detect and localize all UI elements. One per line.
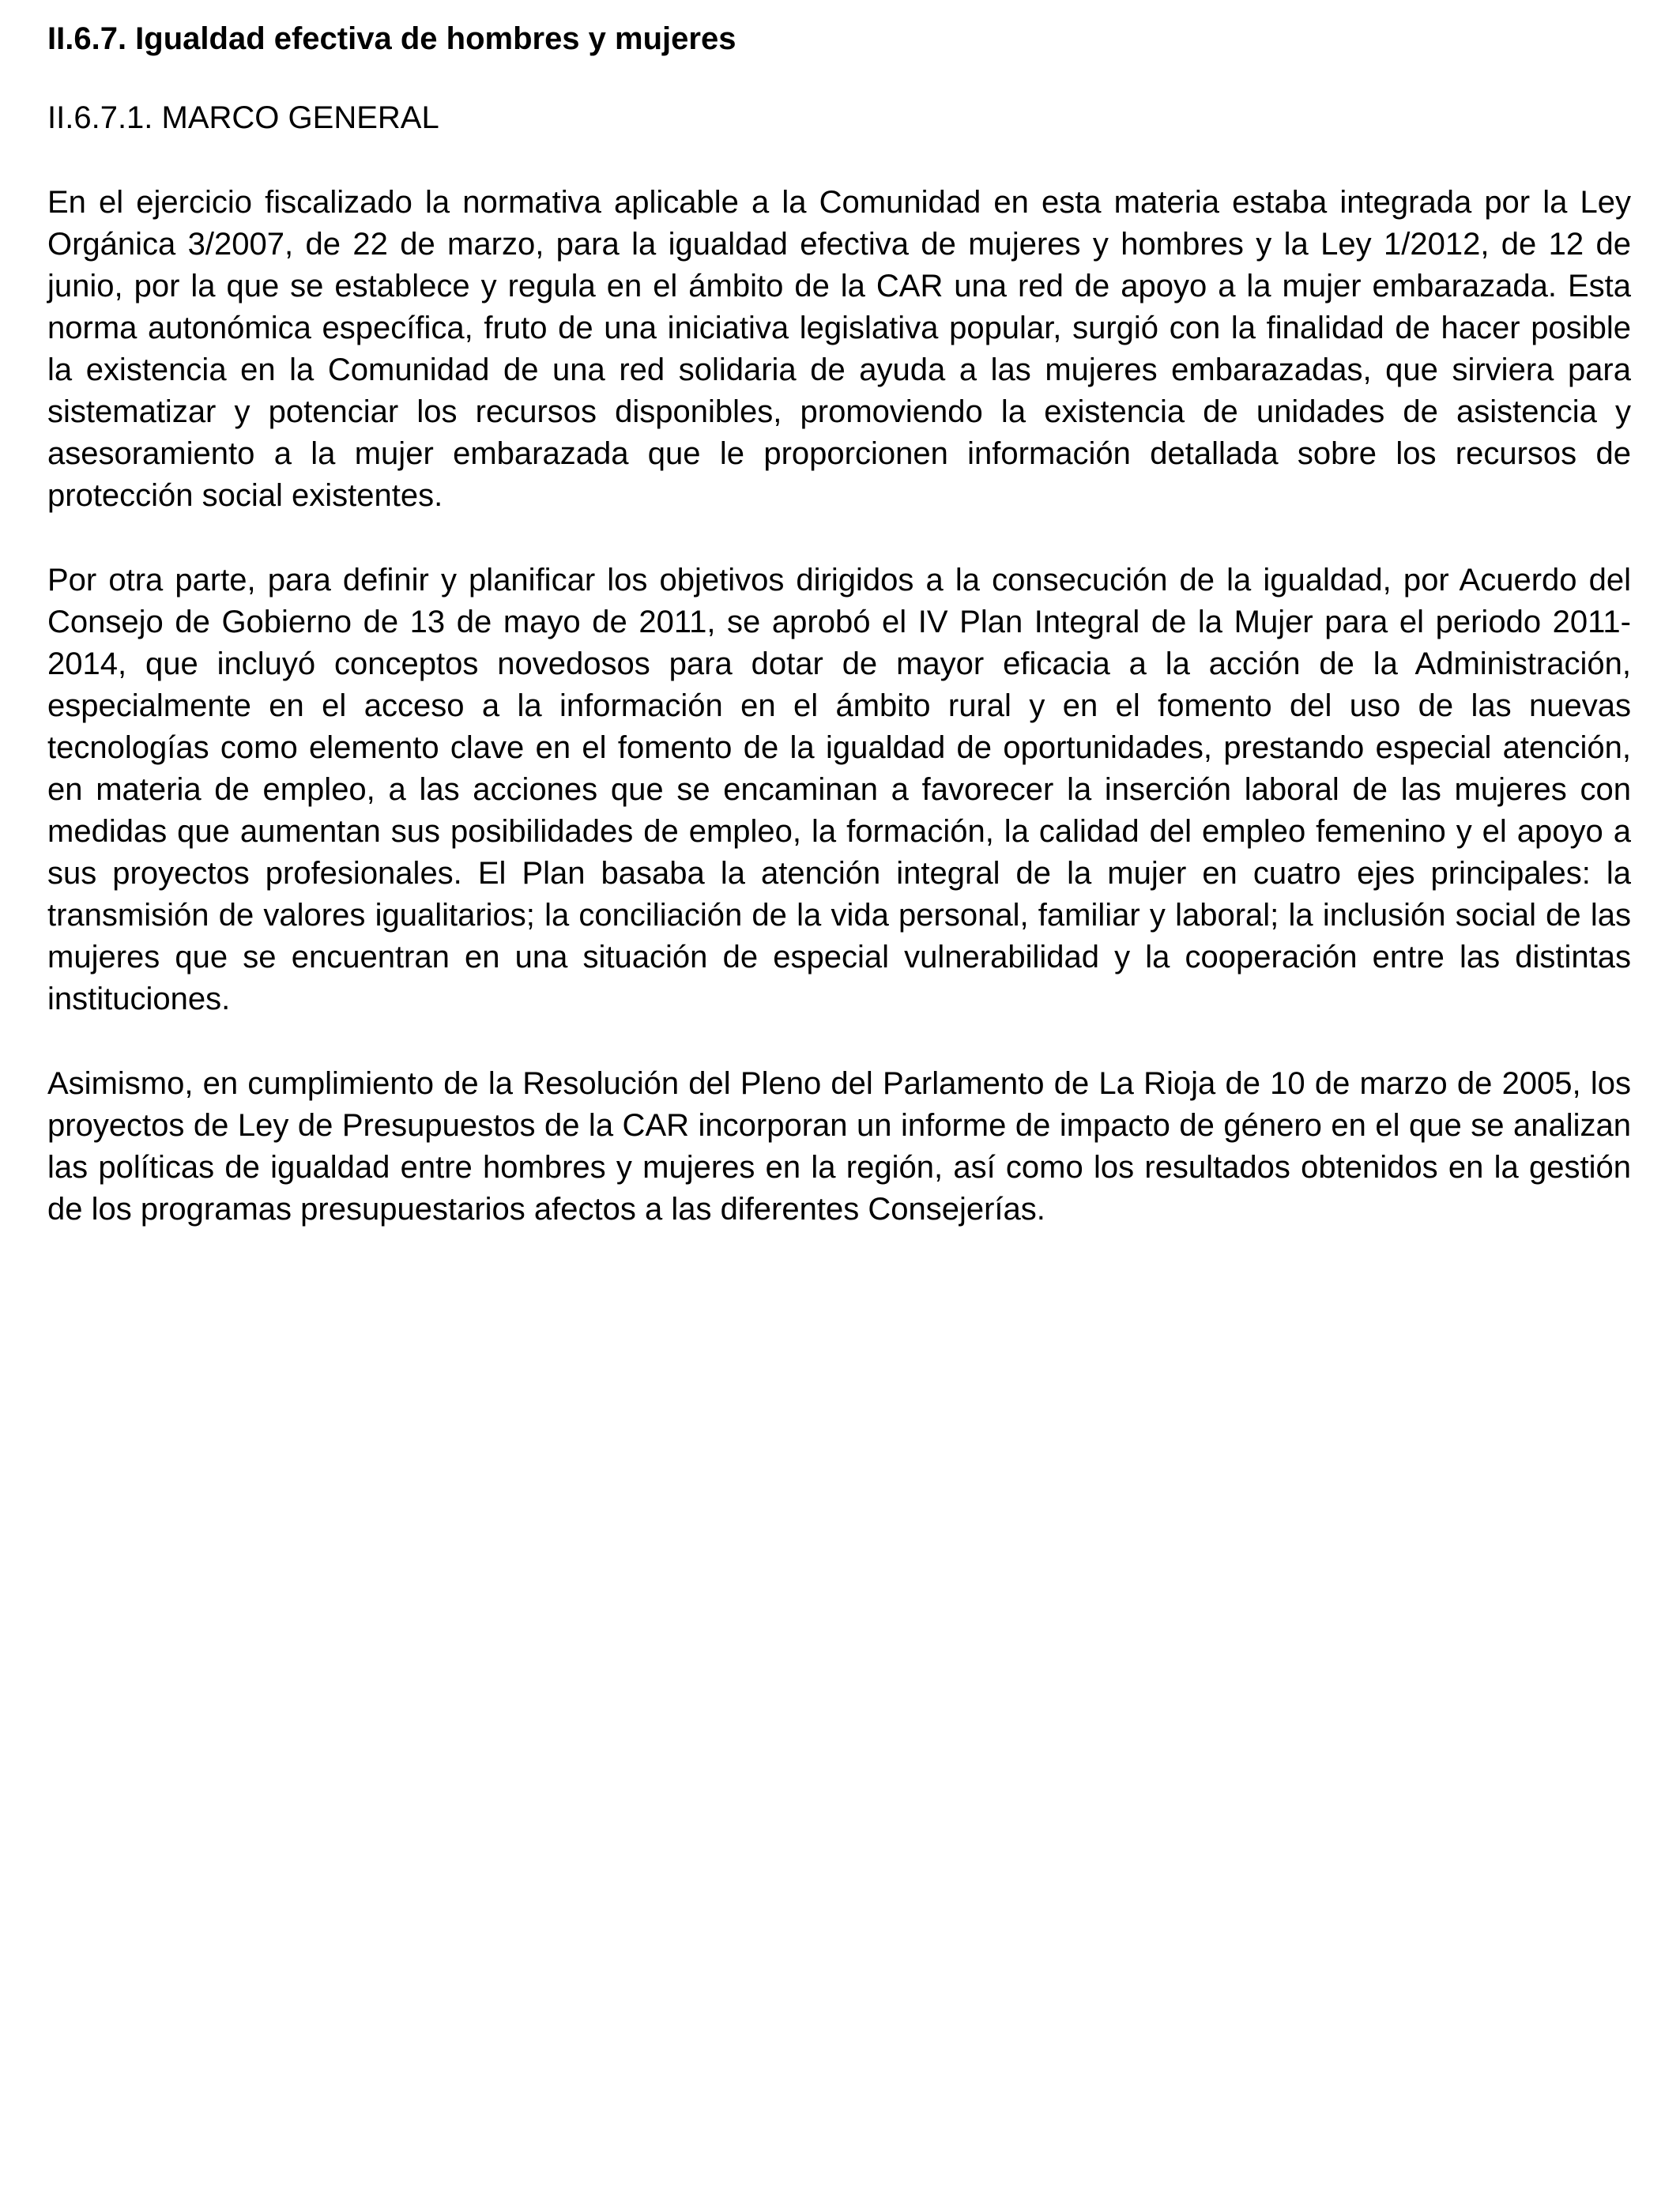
document-page (47, 17, 1631, 1231)
paragraph-1: En el ejercicio fiscalizado la normativa aplicable a la Comunidad en esta materia estaba integrada por la Ley Orgánica 3/2007, de 22 de marzo, para la igualdad efectiva de mujeres y hombres y la Ley 1/2012, de 12 de junio, por la que se establece y regula en el ámbito de la CAR una red de apoyo a la mujer embarazada. Esta norma autonómica específica, fruto de una iniciativa legislativa popular, surgió con la finalidad de hacer posible la existencia en la Comunidad de una red solidaria de ayuda a las mujeres embarazadas, que sirviera para sistematizar y potenciar los recursos disponibles, promoviendo la existencia de unidades de asistencia y asesoramiento a la mujer embarazada que le proporcionen información detallada sobre los recursos de protección social existentes. (47, 185, 1631, 513)
paragraph-2: Por otra parte, para definir y planificar los objetivos dirigidos a la consecución de la igualdad, por Acuerdo del Consejo de Gobierno de 13 de mayo de 2011, se aprobó el IV Plan Integral de la Mujer para el periodo 2011-2014, que incluyó conceptos novedosos para dotar de mayor eficacia a la acción de la Administración, especialmente en el acceso a la información en el ámbito rural y en el fomento del uso de las nuevas tecnologías como elemento clave en el fomento de la igualdad de oportunidades, prestando especial atención, en materia de empleo, a las acciones que se encaminan a favorecer la inserción laboral de las mujeres con medidas que aumentan sus posibilidades de empleo, la formación, la calidad del empleo femenino y el apoyo a sus proyectos profesionales. El Plan basaba la atención integral de la mujer en cuatro ejes principales: la transmisión de valores igualitarios; la conciliación de la vida personal, familiar y laboral; la inclusión social de las mujeres que se encuentran en una situación de especial vulnerabilidad y la cooperación entre las distintas instituciones. (47, 563, 1631, 1016)
subsection-title: II.6.7.1. MARCO GENERAL (47, 100, 439, 135)
section-title: II.6.7. Igualdad efectiva de hombres y mujeres (47, 21, 736, 56)
paragraph-3: Asimismo, en cumplimiento de la Resolución del Pleno del Parlamento de La Rioja de 10 de marzo de 2005, los proyectos de Ley de Presupuestos de la CAR incorporan un informe de impacto de género en el que se analizan las políticas de igualdad entre hombres y mujeres en la región, así como los resultados obtenidos en la gestión de los programas presupuestarios afectos a las diferentes Consejerías. (47, 1066, 1631, 1227)
